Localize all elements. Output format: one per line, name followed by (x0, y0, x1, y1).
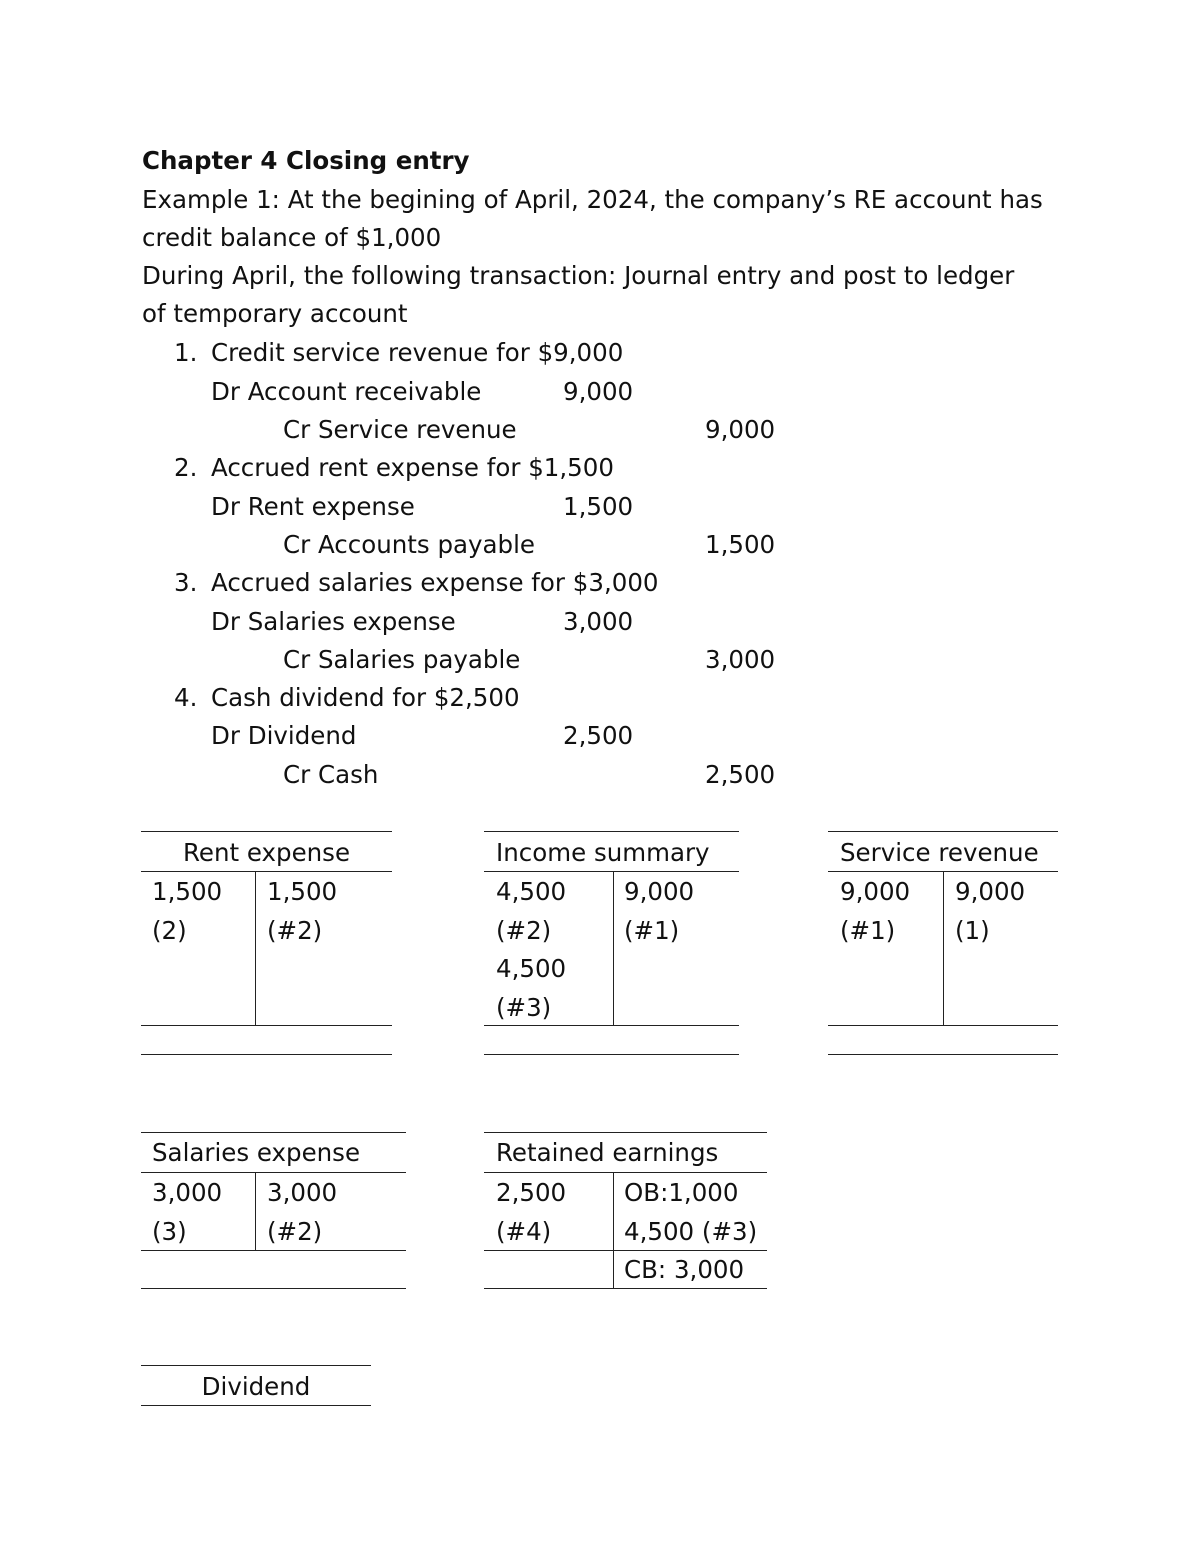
intro-line-3: During April, the following transaction: Journal entry and post to ledger (142, 261, 1015, 290)
rent-expense-debit: 1,500 (2) (152, 877, 223, 945)
service-revenue-credit: 9,000 (1) (955, 877, 1026, 945)
dividend-title: Dividend (201, 1372, 311, 1401)
service-revenue-title: Service revenue (840, 838, 1039, 867)
retained-earnings-debit: 2,500 (#4) (496, 1178, 567, 1246)
transaction-1-description: Credit service revenue for $9,000 (211, 338, 624, 367)
salaries-expense-debit: 3,000 (3) (152, 1178, 223, 1246)
transaction-3-number: 3. (174, 568, 198, 597)
transaction-2-debit-amount: 1,500 (563, 492, 634, 521)
page-title: Chapter 4 Closing entry (142, 146, 470, 175)
transaction-4-credit-amount: 2,500 (705, 760, 776, 789)
rent-expense-title: Rent expense (182, 838, 351, 867)
transaction-1-debit-amount: 9,000 (563, 377, 634, 406)
transaction-3-credit-amount: 3,000 (705, 645, 776, 674)
transaction-4-number: 4. (174, 683, 198, 712)
intro-line-1: Example 1: At the begining of April, 2024, the company’s RE account has (142, 185, 1043, 214)
transaction-1-credit-account: Cr Service revenue (283, 415, 517, 444)
transaction-1-debit-account: Dr Account receivable (211, 377, 482, 406)
transaction-2-debit-account: Dr Rent expense (211, 492, 415, 521)
transaction-3-credit-account: Cr Salaries payable (283, 645, 521, 674)
transaction-4-description: Cash dividend for $2,500 (211, 683, 520, 712)
transaction-2-credit-account: Cr Accounts payable (283, 530, 535, 559)
income-summary-debit: 4,500 (#2) 4,500 (#3) (496, 877, 567, 1022)
transaction-1-number: 1. (174, 338, 198, 367)
retained-earnings-title: Retained earnings (496, 1138, 719, 1167)
intro-line-2: credit balance of $1,000 (142, 223, 442, 252)
salaries-expense-title: Salaries expense (152, 1138, 361, 1167)
retained-earnings-credit: OB:1,000 4,500 (#3) (624, 1178, 758, 1246)
retained-earnings-closing-balance: CB: 3,000 (624, 1255, 745, 1284)
income-summary-title: Income summary (496, 838, 710, 867)
transaction-2-number: 2. (174, 453, 198, 482)
transaction-2-description: Accrued rent expense for $1,500 (211, 453, 614, 482)
transaction-4-debit-amount: 2,500 (563, 721, 634, 750)
transaction-4-debit-account: Dr Dividend (211, 721, 357, 750)
transaction-4-credit-account: Cr Cash (283, 760, 379, 789)
transaction-1-credit-amount: 9,000 (705, 415, 776, 444)
income-summary-credit: 9,000 (#1) (624, 877, 695, 945)
transaction-3-description: Accrued salaries expense for $3,000 (211, 568, 659, 597)
salaries-expense-credit: 3,000 (#2) (267, 1178, 338, 1246)
intro-line-4: of temporary account (142, 299, 408, 328)
transaction-2-credit-amount: 1,500 (705, 530, 776, 559)
transaction-3-debit-account: Dr Salaries expense (211, 607, 456, 636)
transaction-3-debit-amount: 3,000 (563, 607, 634, 636)
rent-expense-credit: 1,500 (#2) (267, 877, 338, 945)
service-revenue-debit: 9,000 (#1) (840, 877, 911, 945)
